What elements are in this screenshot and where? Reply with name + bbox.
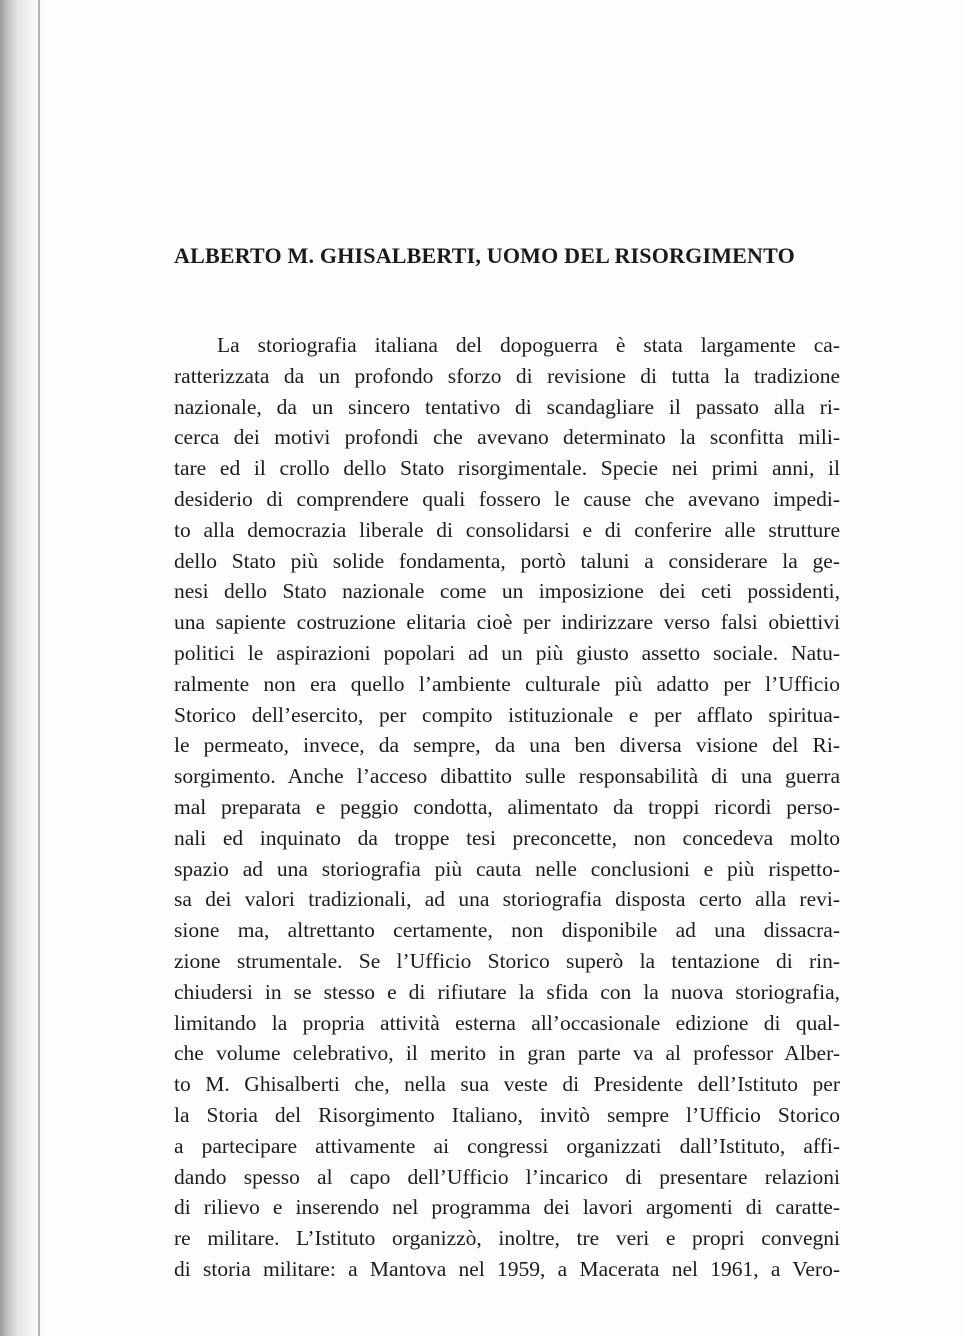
text-line: mal preparata e peggio condotta, alimentato da troppi ricordi perso-	[174, 794, 840, 819]
text-line: tare ed il crollo dello Stato risorgimentale. Specie nei primi anni, il	[174, 456, 840, 481]
text-line: to M. Ghisalberti che, nella sua veste di Presidente dell’Istituto per	[174, 1072, 840, 1097]
text-line: nazionale, da un sincero tentativo di scandagliare il passato alla ri-	[174, 394, 840, 419]
text-line: La storiografia italiana del dopoguerra è stata largamente ca-	[217, 333, 840, 357]
text-line: to alla democrazia liberale di consolidarsi e di conferire alle strutture	[174, 517, 840, 542]
text-line: limitando la propria attività esterna all’occasionale edizione di qual-	[174, 1010, 840, 1035]
document-title: ALBERTO M. GHISALBERTI, UOMO DEL RISORGIMENTO	[174, 243, 795, 268]
text-line: di rilievo e inserendo nel programma dei lavori argomenti di caratte-	[174, 1195, 840, 1220]
text-line: re militare. L’Istituto organizzò, inoltre, tre veri e propri convegni	[174, 1226, 840, 1251]
text-line: Storico dell’esercito, per compito istituzionale e per afflato spiritua-	[174, 702, 840, 727]
text-line: a partecipare attivamente ai congressi organizzati dall’Istituto, affi-	[174, 1133, 840, 1158]
text-line: nesi dello Stato nazionale come un imposizione dei ceti possidenti,	[174, 579, 840, 604]
text-line: sa dei valori tradizionali, ad una storiografia disposta certo alla revi-	[174, 887, 840, 912]
text-line: nali ed inquinato da troppe tesi preconcette, non concedeva molto	[174, 825, 840, 850]
page-binding-edge	[38, 0, 40, 1336]
text-line: chiudersi in se stesso e di rifiutare la sfida con la nuova storiografia,	[174, 979, 840, 1004]
text-line: dando spesso al capo dell’Ufficio l’incarico di presentare relazioni	[174, 1164, 840, 1189]
text-line: desiderio di comprendere quali fossero le cause che avevano impedi-	[174, 486, 840, 511]
text-line: di storia militare: a Mantova nel 1959, a Macerata nel 1961, a Vero-	[174, 1256, 840, 1281]
text-line: sione ma, altrettanto certamente, non disponibile ad una dissacra-	[174, 918, 840, 943]
text-line: zione strumentale. Se l’Ufficio Storico superò la tentazione di rin-	[174, 948, 840, 973]
text-line: sorgimento. Anche l’acceso dibattito sulle responsabilità di una guerra	[174, 764, 840, 789]
text-line: le permeato, invece, da sempre, da una ben diversa visione del Ri-	[174, 733, 840, 758]
text-line: ralmente non era quello l’ambiente culturale più adatto per l’Ufficio	[174, 671, 840, 696]
text-line: politici le aspirazioni popolari ad un più giusto assetto sociale. Natu-	[174, 640, 840, 665]
text-line: che volume celebrativo, il merito in gran parte va al professor Alber-	[174, 1041, 840, 1066]
text-line: spazio ad una storiografia più cauta nelle conclusioni e più rispetto-	[174, 856, 840, 881]
body-paragraph	[174, 330, 840, 1285]
text-line: dello Stato più solide fondamenta, portò taluni a considerare la ge-	[174, 548, 840, 573]
text-line: ratterizzata da un profondo sforzo di revisione di tutta la tradizione	[174, 363, 840, 388]
text-line: la Storia del Risorgimento Italiano, invitò sempre l’Ufficio Storico	[174, 1102, 840, 1127]
text-line: cerca dei motivi profondi che avevano determinato la sconfitta mili-	[174, 425, 840, 450]
text-line: una sapiente costruzione elitaria cioè per indirizzare verso falsi obiettivi	[174, 610, 840, 635]
